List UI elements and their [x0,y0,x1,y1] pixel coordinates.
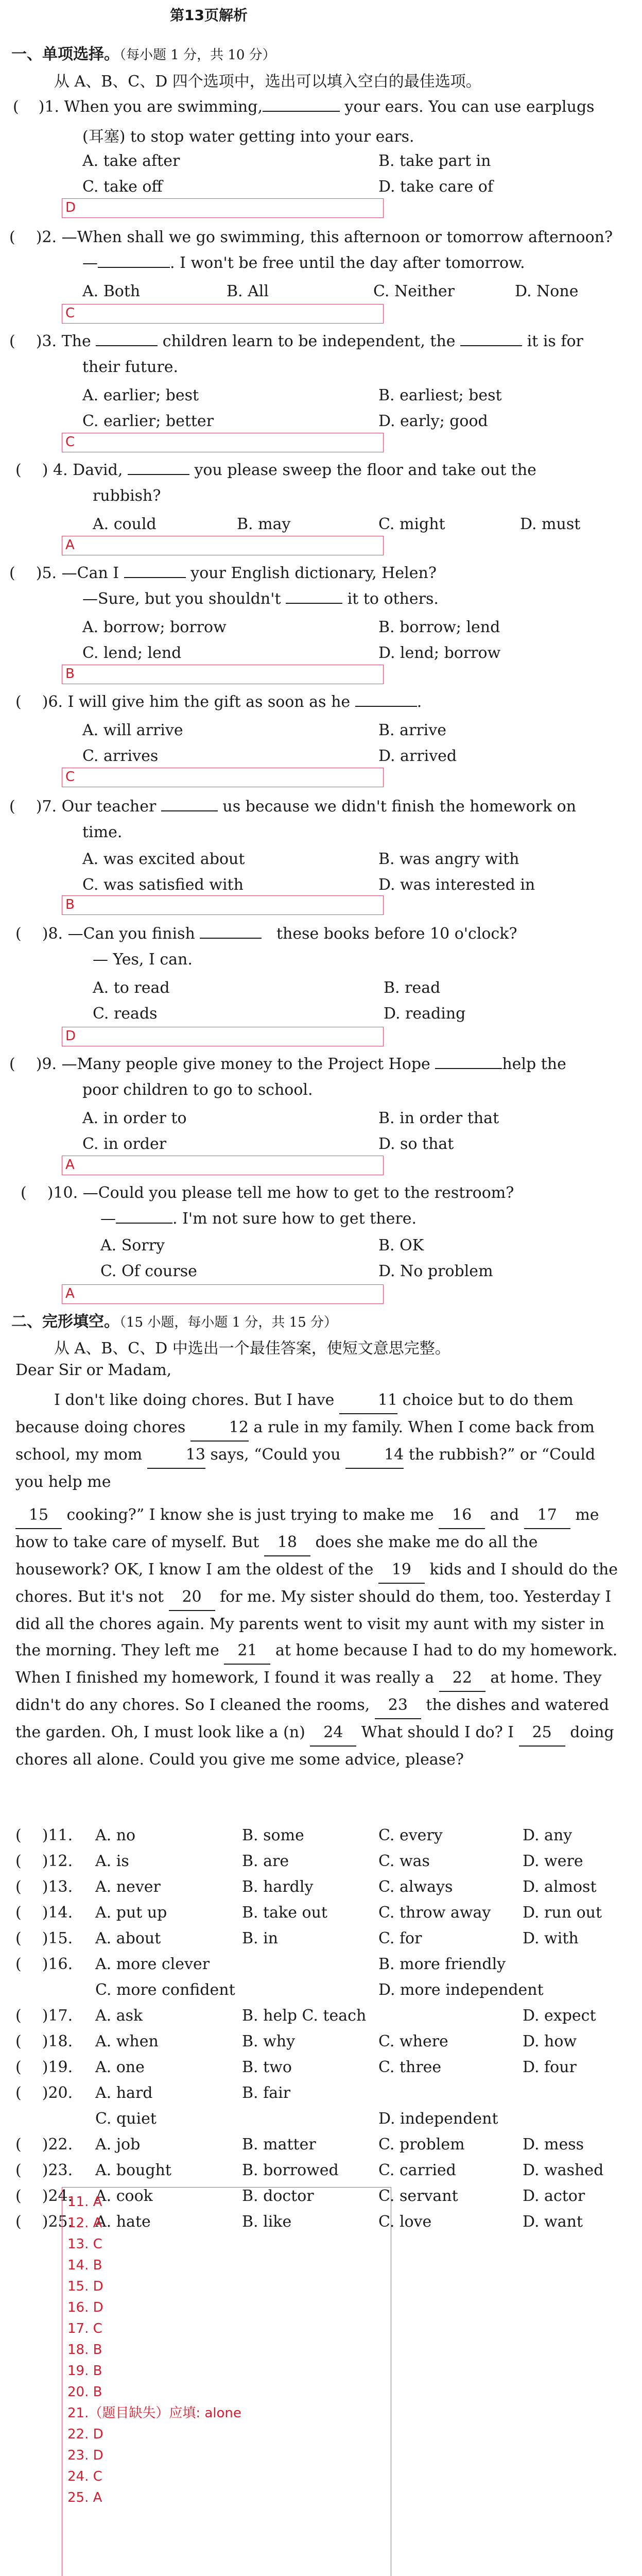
answer-key-item: 14. B [67,2258,102,2273]
option-d: D. reading [384,1005,466,1023]
answer-blank[interactable] [116,1223,172,1224]
answer-key-box [62,2187,391,2576]
option-d: D. so that [378,1135,454,1153]
answer-blank[interactable] [460,345,522,346]
question-text: time. [82,823,123,841]
section2-heading: 二、完形填空。 [11,1313,119,1331]
period: . [417,693,422,711]
question-4: ( ) 4. David, you please sweep the floor and take out the [15,461,536,479]
question-text: rubbish? [93,487,161,505]
question-text: their future. [82,358,179,376]
option-a: A. Sorry [100,1236,165,1255]
answer-text: B [65,897,75,912]
answer-text: C [65,769,75,785]
cloze-blank-16[interactable]: 16 [439,1502,485,1529]
answer-key-item: 17. C [67,2321,102,2336]
option-c: C. every [378,1826,443,1844]
option-d: D. four [523,2058,577,2076]
question-7: ( )7. Our teacher us because we didn't finish the homework on [9,798,577,816]
answer-blank[interactable] [286,603,342,604]
cloze-blank-22[interactable]: 22 [439,1665,485,1692]
question-number: 2. [42,228,57,246]
option-c: C. three [378,2058,442,2076]
answer-key-item: 20. B [67,2384,102,2400]
option-a: A. put up [95,1904,167,1922]
option-d: D. None [515,282,579,300]
option-d: D. with [523,1929,579,1947]
answer-text: A [65,1157,75,1173]
cloze-blank-13[interactable]: 13 [147,1442,205,1469]
letter-greeting: Dear Sir or Madam, [15,1361,172,1379]
option-row: ( )12. [15,1852,73,1870]
answer-box [62,304,384,324]
cloze-blank-18[interactable]: 18 [264,1529,310,1556]
option-row: ( )14. [15,1904,73,1922]
option-a: A. Both [82,282,141,300]
option-b: B. in [242,1929,279,1947]
option-row: ( )16. [15,1955,73,1973]
answer-text: B [65,666,75,682]
answer-key-item: 15. D [67,2279,103,2294]
question-1 [13,98,595,116]
option-a: A. when [95,2032,159,2050]
answer-key-item: 12. A [67,2215,102,2231]
option-a: A. could [93,515,157,533]
option-a: A. bought [95,2161,171,2179]
option-c: C. where [378,2032,448,2050]
question-2: ( )2. —When shall we go swimming, this afternoon or tomorrow afternoon? [9,228,613,246]
option-b: B. doctor [242,2187,314,2205]
question-text: — Yes, I can. [93,951,193,969]
option-a: A. one [95,2058,145,2076]
answer-box [62,433,384,452]
option-c: C. arrives [82,747,159,765]
answer-key-item: 25. A [67,2490,102,2505]
option-d: D. was interested in [378,876,535,894]
answer-blank[interactable] [128,474,189,475]
option-b: B. was angry with [378,850,519,868]
option-a: A. to read [93,979,170,997]
dash: — [82,254,98,272]
question-text-line2 [82,590,439,608]
cloze-passage-continued: 15 cooking?” I know she is just trying to make me 16 and 17 me how to take care of myself. But 18 does she make me do all the housework? OK, I know I am the oldest of the 19 kids and I should do the chores. But it's not 20 for me. My sister should do them, too. Yesterday I did all the chores again. My parents went to visit my aunt with my sister in the morning. They left me 21 at home because I had to do my homework. When I finished my homework, I found it was really a 22 at home. They didn't do any chores. So I cleaned the rooms, 23 the dishes and watered the garden. Oh, I must look like a (n) 24 What should I do? I 25 doing chores all alone. Could you give me some advice, please? [15,1502,626,1773]
option-a: A. no [95,1826,136,1844]
option-b: B. why [242,2032,296,2050]
option-row: ( )23. [15,2161,73,2179]
option-b: B. may [237,515,291,533]
option-b: B. All [227,282,269,300]
answer-box [62,895,384,915]
answer-key-item: 24. C [67,2469,102,2484]
option-row: ( )13. [15,1878,73,1896]
paren-close: ) [38,98,45,116]
answer-text: A [65,537,75,553]
question-text: poor children to go to school. [82,1081,313,1099]
option-a: A. earlier; best [82,386,199,404]
option-row: ( )19. [15,2058,73,2076]
option-d: D. expect [523,2007,596,2025]
option-row: ( )24. [15,2187,73,2205]
option-c: C. carried [378,2161,456,2179]
option-c: C. might [378,515,445,533]
answer-key-item: 13. C [67,2236,102,2252]
answer-blank[interactable] [124,577,186,578]
answer-key-item: 19. B [67,2363,102,2379]
answer-blank[interactable] [355,706,417,707]
question-9: ( )9. —Many people give money to the Project Hope help the [9,1055,566,1073]
option-d: D. almost [523,1878,597,1896]
question-text: us because we didn't finish the homework on [222,798,577,816]
question-text: . I won't be free until the day after tomorrow. [170,254,525,272]
option-d: D. actor [523,2187,585,2205]
cloze-blank-23[interactable]: 23 [375,1692,421,1719]
question-number: 7. [42,798,57,816]
option-c: C. earlier; better [82,412,214,430]
option-c: C. throw away [378,1904,491,1922]
cloze-blank-15[interactable]: 15 [15,1502,62,1529]
option-c: C. more confident [95,1981,235,1999]
question-text-line2 [82,254,525,272]
option-c: C. quiet [95,2110,157,2128]
question-text: help the [502,1055,566,1073]
cloze-blank-20[interactable]: 20 [169,1584,215,1611]
option-d: D. any [523,1826,572,1844]
option-d: D. were [523,1852,583,1870]
option-a: A. about [95,1929,161,1947]
question-number: 9. [42,1055,57,1073]
option-b: B. arrive [378,721,446,739]
answer-key-list [67,2192,386,2509]
cloze-blank-19[interactable]: 19 [378,1556,425,1584]
question-text: children learn to be independent, the [162,332,456,350]
answer-text: C [65,434,75,450]
question-text: . I'm not sure how to get there. [172,1210,417,1228]
option-b: B. like [242,2213,292,2231]
question-number: 5. [42,564,57,582]
option-row: ( )17. [15,2007,73,2025]
option-b: B. hardly [242,1878,314,1896]
option-a: A. never [95,1878,161,1896]
option-a: A. hard [95,2084,153,2102]
option-c: C. problem [378,2136,465,2154]
option-c: C. love [378,2213,432,2231]
dash: — [100,1210,116,1228]
question-text: Our teacher [61,798,157,816]
option-c: C. in order [82,1135,167,1153]
option-b: B. earliest; best [378,386,502,404]
option-d: D. No problem [378,1262,493,1280]
option-b: B. borrowed [242,2161,339,2179]
answer-key-item: 16. D [67,2300,103,2315]
option-c: C. for [378,1929,422,1947]
section1-note: （每小题 1 分，共 10 分） [119,47,276,63]
option-c: C. Neither [373,282,455,300]
option-b: B. take part in [378,152,491,170]
option-b: B. are [242,1852,289,1870]
question-text: —Many people give money to the Project Hope [61,1055,430,1073]
option-b: B. take out [242,1904,327,1922]
answer-key-item: 22. D [67,2427,103,2442]
answer-text: D [65,1028,76,1044]
answer-text: C [65,306,75,321]
option-d: D. lend; borrow [378,644,501,662]
option-a: A. take after [82,152,180,170]
answer-blank[interactable] [98,267,170,268]
option-a: A. in order to [82,1109,187,1127]
answer-blank[interactable] [263,111,340,112]
answer-key-item: 11. A [67,2194,102,2210]
question-text: —Can you finish [67,925,195,943]
option-c: C. servant [378,2187,458,2205]
section1-heading: 一、单项选择。 [11,45,119,63]
question-text: it to others. [347,590,439,608]
paren-open: ( [13,98,19,116]
option-a: A. ask [95,2007,143,2025]
option-d: D. take care of [378,178,493,196]
option-a: A. hate [95,2213,151,2231]
option-row: ( )22. [15,2136,73,2154]
option-row: ( )25. [15,2213,73,2231]
section1-header [11,41,276,64]
question-text: these books before 10 o'clock? [276,925,517,943]
option-d: D. run out [523,1904,602,1922]
question-text: —Can I [61,564,119,582]
question-text: —Could you please tell me how to get to the restroom? [82,1184,514,1202]
answer-blank[interactable] [161,810,218,811]
answer-box [62,536,384,555]
question-text-line2 [100,1210,417,1228]
option-row: ( )18. [15,2032,73,2050]
answer-box [62,1156,384,1175]
question-number: 1. [44,98,60,116]
cloze-blank-25[interactable]: 25 [519,1719,565,1747]
option-d: D. how [523,2032,577,2050]
answer-box [62,1027,384,1046]
option-c: C. take off [82,178,163,196]
question-text: —When shall we go swimming, this afternoon or tomorrow afternoon? [61,228,613,246]
option-b: B. help C. teach [242,2007,367,2025]
answer-blank[interactable] [435,1068,502,1069]
question-10: ( )10. —Could you please tell me how to get to the restroom? [21,1184,514,1202]
answer-box [62,768,384,787]
question-number: 3. [42,332,57,350]
question-text: When you are swimming, [64,98,263,116]
option-row: ( )15. [15,1929,73,1947]
question-number: 10. [53,1184,78,1202]
option-a: A. borrow; borrow [82,618,227,636]
option-row: ( )11. [15,1826,73,1844]
option-a: A. more clever [95,1955,210,1973]
option-c: C. lend; lend [82,644,182,662]
option-d: D. independent [378,2110,498,2128]
question-text: you please sweep the floor and take out the [194,461,536,479]
cloze-blank-17[interactable]: 17 [524,1502,570,1529]
option-a: A. is [95,1852,129,1870]
cloze-blank-24[interactable]: 24 [310,1719,356,1747]
option-d: D. more independent [378,1981,544,1999]
question-text: your English dictionary, Helen? [190,564,437,582]
option-c: C. always [378,1878,453,1896]
section2-note: （15 小题，每小题 1 分，共 15 分） [119,1315,338,1330]
option-c: C. was satisfied with [82,876,244,894]
question-text: it is for [527,332,583,350]
question-6: ( )6. I will give him the gift as soon as he . [15,693,422,711]
option-a: A. was excited about [82,850,245,868]
cloze-blank-11[interactable]: 11 [339,1387,397,1414]
section1-instruction: 从 A、B、C、D 四个选项中，选出可以填入空白的最佳选项。 [54,73,481,91]
option-d: D. early; good [378,412,488,430]
question-text: The [61,332,91,350]
option-d: D. arrived [378,747,457,765]
answer-box [62,198,384,218]
cloze-passage: I don't like doing chores. But I have 11 choice but to do them because doing chores 12 a rule in my family. When I come back from school, my mom 13 says, “Could you 14 the rubbish?” or “Could you help me [15,1387,626,1495]
option-b: B. in order that [378,1109,499,1127]
answer-key-item: 21.（题目缺失）应填: alone [67,2405,241,2421]
question-8: ( )8. —Can you finish these books before 10 o'clock? [15,925,517,943]
question-text: David, [73,461,123,479]
option-b: B. two [242,2058,292,2076]
option-c: C. Of course [100,1262,197,1280]
option-a: A. job [95,2136,141,2154]
option-d: D. must [520,515,581,533]
option-b: B. fair [242,2084,291,2102]
option-b: B. matter [242,2136,316,2154]
question-text: —Sure, but you shouldn't [82,590,281,608]
answer-key-item: 23. D [67,2448,103,2463]
option-b: B. some [242,1826,304,1844]
question-5: ( )5. —Can I your English dictionary, Helen? [9,564,437,582]
answer-blank[interactable] [200,938,262,939]
option-b: B. OK [378,1236,424,1255]
question-text: your ears. You can use earplugs [344,98,595,116]
option-b: B. borrow; lend [378,618,500,636]
option-a: A. cook [95,2187,153,2205]
option-d: D. want [523,2213,583,2231]
cloze-blank-14[interactable]: 14 [345,1442,404,1469]
question-number: 6. [48,693,63,711]
option-b: B. read [384,979,441,997]
option-a: A. will arrive [82,721,183,739]
page-title: 第13页解析 [170,7,248,24]
answer-blank[interactable] [96,345,158,346]
option-b: B. more friendly [378,1955,506,1973]
question-text: (耳塞) to stop water getting into your ears. [82,128,414,146]
option-row: ( )20. [15,2084,73,2102]
cloze-blank-12[interactable]: 12 [190,1414,249,1442]
answer-box [62,665,384,684]
answer-text: A [65,1286,75,1301]
option-d: D. mess [523,2136,584,2154]
question-text: I will give him the gift as soon as he [67,693,351,711]
cloze-blank-21[interactable]: 21 [224,1637,270,1665]
option-d: D. washed [523,2161,604,2179]
question-3: ( )3. The children learn to be independent, the it is for [9,332,583,350]
question-number: 8. [48,925,63,943]
answer-box [62,1284,384,1304]
question-number: 4. [53,461,68,479]
answer-text: D [65,200,76,215]
section2-instruction: 从 A、B、C、D 中选出一个最佳答案，使短文意思完整。 [54,1340,450,1358]
option-c: C. was [378,1852,430,1870]
option-c: C. reads [93,1005,158,1023]
answer-key-item: 18. B [67,2342,102,2358]
section2-header [11,1309,337,1331]
